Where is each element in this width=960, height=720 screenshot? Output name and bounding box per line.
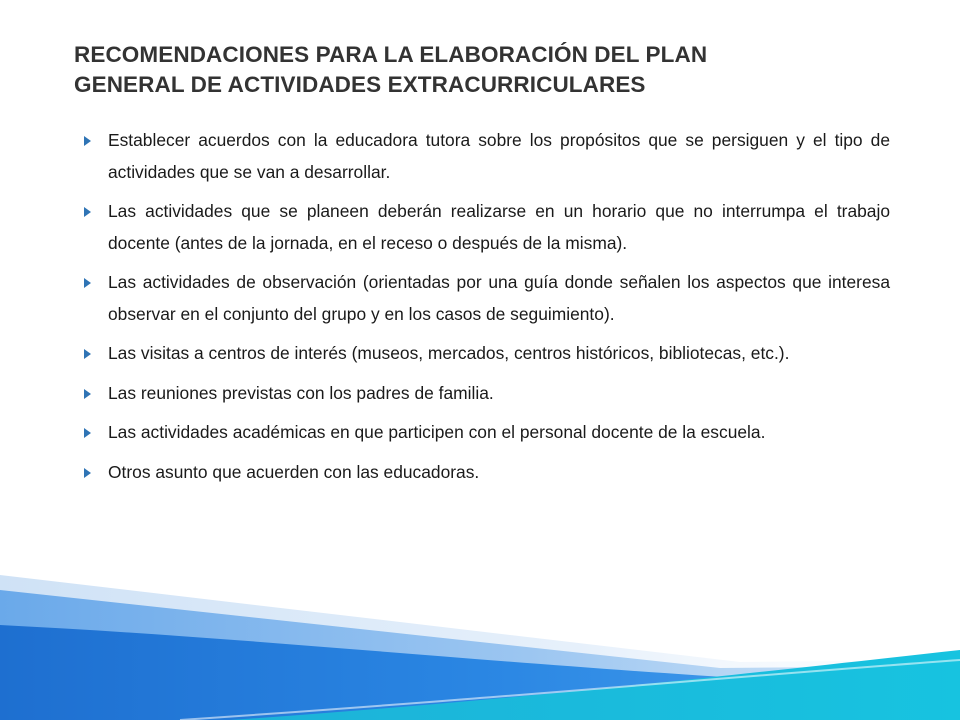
wave-band-teal <box>230 650 960 720</box>
bullet-item <box>84 378 890 410</box>
bullet-item <box>84 417 890 449</box>
slide-title <box>74 40 894 100</box>
wave-band-dark <box>0 625 960 720</box>
bullet-text: Las visitas a centros de interés (museos, mercados, centros históricos, bibliotecas, etc.). <box>108 343 790 363</box>
bullet-arrow-icon <box>84 349 91 359</box>
bullet-text: Otros asunto que acuerden con las educadoras. <box>108 461 480 482</box>
bullet-item <box>84 196 890 259</box>
slide-title-line-1: RECOMENDACIONES PARA LA ELABORACIÓN DEL PLAN <box>74 42 708 67</box>
wave-band-light <box>0 575 960 720</box>
slide-title-line-2: GENERAL DE ACTIVIDADES EXTRACURRICULARES <box>74 72 646 97</box>
bullet-item <box>84 338 890 370</box>
bullet-arrow-icon <box>84 136 91 146</box>
bullet-text: Las actividades académicas en que participen con el personal docente de la escuela. <box>108 422 766 442</box>
bullet-list <box>84 125 890 496</box>
bullet-text: Las actividades de observación (orientadas por una guía donde señalen los aspectos que interesa observar en el conjunto del grupo y en los casos de seguimiento). <box>108 272 890 324</box>
bullet-text: Establecer acuerdos con la educadora tutora sobre los propósitos que se persiguen y el tipo de actividades que se van a desarrollar. <box>108 130 890 182</box>
bullet-arrow-icon <box>84 278 91 288</box>
bullet-text: Las reuniones previstas con los padres de familia. <box>108 382 494 403</box>
bullet-arrow-icon <box>84 468 91 478</box>
bullet-arrow-icon <box>84 389 91 399</box>
bullet-item <box>84 457 890 489</box>
bullet-item <box>84 267 890 330</box>
bullet-arrow-icon <box>84 207 91 217</box>
wave-highlight <box>180 660 960 720</box>
bullet-item <box>84 125 890 188</box>
bullet-arrow-icon <box>84 428 91 438</box>
wave-band-mid <box>0 590 960 720</box>
bullet-text: Las actividades que se planeen deberán realizarse en un horario que no interrumpa el trabajo docente (antes de la jornada, en el receso o después de la misma). <box>108 201 890 253</box>
